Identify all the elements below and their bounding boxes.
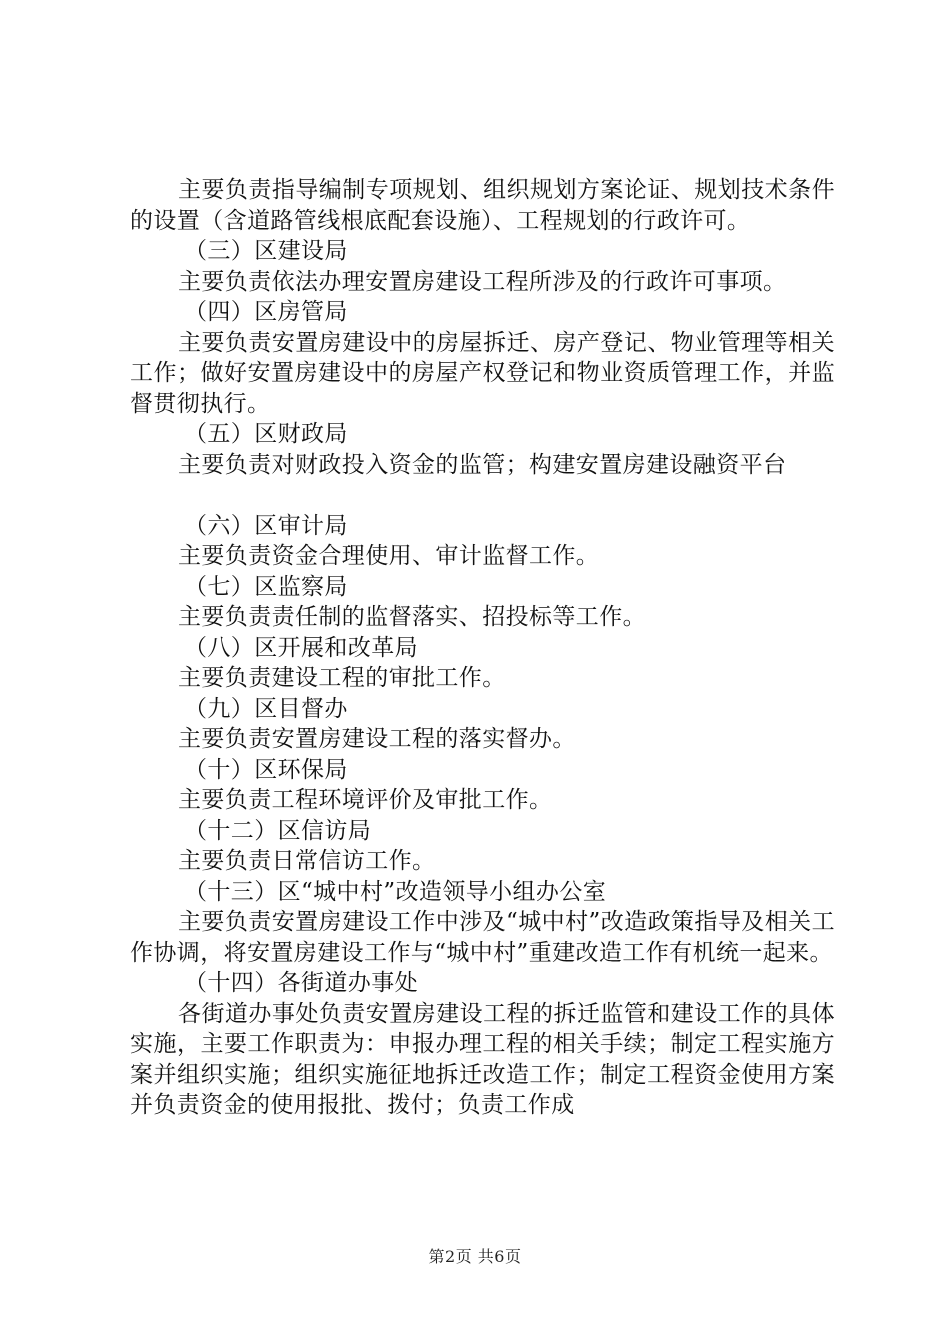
body-paragraph: 主要负责日常信访工作。 — [178, 848, 436, 874]
section-heading: （七）区监察局 — [184, 573, 348, 600]
section-heading: （十三）区“城中村”改造领导小组办公室 — [184, 878, 607, 905]
page-footer: 第2页 共6页 — [428, 1247, 522, 1266]
section-heading: （九）区目督办 — [184, 695, 348, 722]
section-heading: （六）区审计局 — [184, 512, 348, 539]
body-paragraph: 主要负责建设工程的审批工作。 — [178, 665, 506, 691]
body-paragraph: 主要负责责任制的监督落实、招投标等工作。 — [178, 604, 646, 630]
body-paragraph: 各街道办事处负责安置房建设工程的拆迁监管和建设工作的具体实施，主要工作职责为：申报办理工程的相关手续；制定工程实施方案并组织实施；组织实施征地拆迁改造工作；制定工程资金使用方案并负责资金的使用报批、拨付；负责工作成 — [130, 1000, 835, 1118]
section-heading: （五）区财政局 — [184, 421, 348, 447]
body-paragraph: 主要负责安置房建设中的房屋拆迁、房产登记、物业管理等相关工作；做好安置房建设中的房屋产权登记和物业资质管理工作，并监督贯彻执行。 — [130, 329, 835, 417]
document-body — [130, 175, 835, 1121]
section-heading: （十四）各街道办事处 — [184, 970, 418, 996]
body-paragraph: 主要负责依法办理安置房建设工程所涉及的行政许可事项。 — [178, 268, 787, 295]
body-paragraph: 主要负责安置房建设工作中涉及“城中村”改造政策指导及相关工作协调，将安置房建设工作与“城中村”重建改造工作有机统一起来。 — [130, 909, 835, 966]
paragraph-gap — [130, 480, 835, 511]
section-heading: （三）区建设局 — [184, 238, 348, 264]
section-heading: （十）区环保局 — [184, 756, 348, 783]
body-paragraph: 主要负责指导编制专项规划、组织规划方案论证、规划技术条件的设置（含道路管线根底配套设施）、工程规划的行政许可。 — [130, 177, 835, 234]
body-paragraph: 主要负责资金合理使用、审计监督工作。 — [178, 543, 600, 569]
body-paragraph: 主要负责工程环境评价及审批工作。 — [178, 787, 553, 813]
section-heading: （八）区开展和改革局 — [184, 634, 418, 661]
section-heading: （四）区房管局 — [184, 299, 348, 325]
section-heading: （十二）区信访局 — [184, 817, 372, 844]
body-paragraph: 主要负责对财政投入资金的监管；构建安置房建设融资平台 — [178, 451, 787, 478]
body-paragraph: 主要负责安置房建设工程的落实督办。 — [178, 726, 576, 752]
